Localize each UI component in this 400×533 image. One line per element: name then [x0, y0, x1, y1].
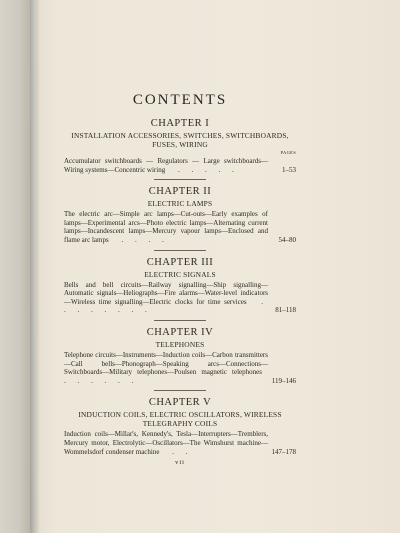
page-number: vii	[175, 459, 185, 467]
chapter-pages: 147–178	[271, 447, 296, 456]
divider-rule	[154, 250, 206, 251]
chapter-subtitle: INDUCTION COILS, ELECTRIC OSCILLATORS, WIRELESS TELEGRAPHY COILS	[78, 410, 282, 429]
chapter-subtitle: ELECTRIC LAMPS	[147, 199, 213, 209]
chapter-heading: CHAPTER IV	[146, 326, 214, 338]
chapter-4	[64, 327, 296, 391]
chapter-pages: 1–53	[282, 165, 296, 174]
divider-rule	[154, 320, 206, 321]
chapter-heading: CHAPTER V	[148, 397, 212, 409]
chapter-pages: 119–146	[271, 376, 296, 385]
chapter-1	[64, 118, 296, 180]
chapter-description: Telephone circuits—Instruments—Induction coils—Carbon transmitters—Call bells—Phonograph—Speaking arcs—Connections—Switchboards—Military telephones—Poulsen magnetic telephones . . . . . .	[64, 350, 268, 385]
chapter-description: Accumulator switchboards — Regulators — Large switchboards—Wiring systems—Concentric wiring . . . . .	[64, 157, 268, 174]
chapter-description: Induction coils—Millar's, Kennedy's, Tesla—Interrupters—Tremblers, Mercury motor, Electrolytic—Oscillators—The Wimshurst machine—Wommelsdorf condenser machine . .	[64, 430, 268, 456]
chapter-description: Bells and bell circuits—Railway signalling—Ship signalling—Automatic signals—Heliographs—Fire alarms—Water-level indicators—Wireless time signalling—Electric clocks for time services . . . . . . . .	[64, 280, 269, 315]
chapter-entry	[64, 281, 296, 315]
chapter-pages: 81–118	[275, 306, 296, 315]
chapter-entry	[64, 157, 296, 174]
contents-title: CONTENTS	[132, 92, 228, 108]
gutter-shadow	[30, 0, 40, 533]
contents-page	[64, 92, 296, 466]
chapter-3	[64, 257, 296, 321]
divider-rule	[154, 390, 206, 391]
chapter-subtitle: TELEPHONES	[155, 339, 205, 349]
chapter-entry	[64, 210, 296, 244]
chapter-description: The electric arc—Simple arc lamps—Cut-outs—Early examples of lamps—Experimental arcs—Photo electric lamps—Alternating current lamps—Incandescent lamps—Mercury vapour lamps—Enclosed and flame arc lamps . . . .	[64, 210, 268, 244]
chapter-entry	[64, 430, 296, 456]
chapter-heading: CHAPTER II	[148, 186, 212, 198]
divider-rule	[154, 179, 206, 180]
chapter-2	[64, 186, 296, 250]
chapter-subtitle: INSTALLATION ACCESSORIES, SWITCHES, SWITCHBOARDS, FUSES, WIRING	[71, 131, 289, 149]
pages-column-label: PAGES	[280, 150, 296, 155]
chapter-heading: CHAPTER III	[146, 256, 214, 268]
chapter-entry	[64, 351, 296, 385]
book-cover-board	[0, 0, 30, 533]
chapter-subtitle: ELECTRIC SIGNALS	[144, 269, 216, 279]
chapter-5	[64, 397, 296, 456]
chapter-pages: 54–80	[278, 235, 296, 244]
chapter-heading: CHAPTER I	[150, 118, 210, 129]
